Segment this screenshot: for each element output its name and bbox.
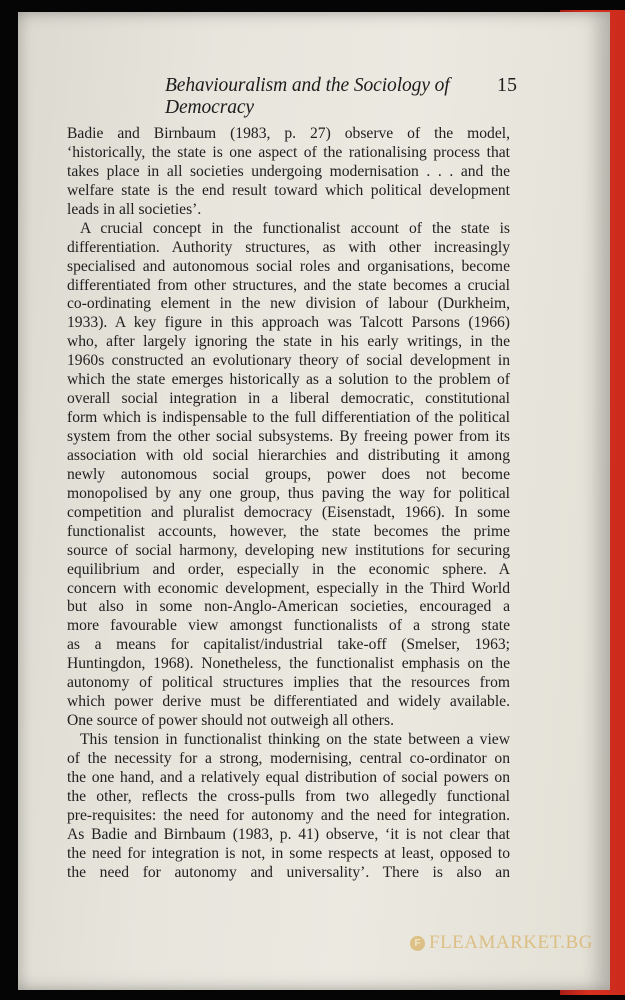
- text-line: which the state emerges historically as a solution to the problem of: [67, 371, 510, 389]
- text-line: 1933). A key figure in this approach was Talcott Parsons (1966): [67, 314, 510, 332]
- text-line: specialised and autonomous social roles and organisations, become: [67, 257, 510, 275]
- text-line: A crucial concept in the functionalist account of the state is: [80, 219, 510, 237]
- text-line: autonomy of political structures implies that the resources from: [67, 674, 510, 692]
- text-line: pre-requisites: the need for autonomy and the need for integration.: [67, 806, 510, 824]
- text-line: takes place in all societies undergoing modernisation . . . and the: [67, 162, 510, 180]
- text-line: system from the other social subsystems. By freeing power from its: [67, 428, 510, 445]
- watermark-text: FLEAMARKET.BG: [429, 932, 593, 953]
- text-line: This tension in functionalist thinking on the state between a view: [80, 731, 510, 748]
- text-line: as a means for capitalist/industrial take-off (Smelser, 1963;: [67, 636, 510, 654]
- text-line: monopolised by any one group, thus paving the way for political: [67, 484, 510, 502]
- running-header: [165, 74, 517, 119]
- text-line: competition and pluralist democracy (Eisenstadt, 1966). In some: [67, 503, 510, 521]
- text-line: Huntingdon, 1968). Nonetheless, the functionalist emphasis on the: [67, 655, 510, 673]
- text-line: association with old social hierarchies and distributing it among: [67, 446, 510, 464]
- text-line: the need for autonomy and universality’. There is also an: [67, 863, 510, 881]
- text-line: form which is indispensable to the full differentiation of the political: [67, 409, 510, 427]
- text-line: differentiated from other structures, and the state becomes a crucial: [67, 276, 510, 294]
- text-line: source of social harmony, developing new institutions for securing: [67, 541, 510, 559]
- watermark-logo-icon: F: [410, 936, 425, 951]
- text-line: Badie and Birnbaum (1983, p. 27) observe of the model,: [67, 125, 510, 142]
- text-line: concern with economic development, especially in the Third World: [67, 579, 510, 597]
- text-line: which power derive must be differentiated and widely available.: [67, 693, 510, 711]
- text-line: newly autonomous social groups, power does not become: [67, 465, 510, 483]
- page-number: 15: [497, 74, 517, 96]
- text-line: the other, reflects the cross-pulls from two allegedly functional: [67, 787, 510, 805]
- text-line: the need for integration is not, in some respects at least, opposed to: [67, 844, 510, 862]
- text-line: 1960s constructed an evolutionary theory of social development in: [67, 352, 510, 370]
- text-line: who, after largely ignoring the state in his early writings, in the: [67, 333, 510, 351]
- body-text: [67, 125, 510, 883]
- text-line: more favourable view amongst functionalists of a strong state: [67, 617, 510, 635]
- text-line: but also in some non-Anglo-American societies, encouraged a: [67, 598, 510, 616]
- text-line: equilibrium and order, especially in the economic sphere. A: [67, 560, 510, 578]
- text-line: of the necessity for a strong, modernising, central co-ordinator on: [67, 749, 510, 767]
- text-line: the one hand, and a relatively equal distribution of social powers on: [67, 768, 510, 786]
- text-line: overall social integration in a liberal democratic, constitutional: [67, 390, 510, 408]
- text-line: leads in all societies’.: [67, 200, 202, 218]
- running-title: Behaviouralism and the Sociology of Democracy: [165, 75, 450, 118]
- text-line: One source of power should not outweigh all others.: [67, 712, 394, 730]
- text-line: ‘historically, the state is one aspect of the rationalising process that: [67, 143, 510, 161]
- text-line: functionalist accounts, however, the state becomes the prime: [67, 522, 510, 540]
- text-line: welfare state is the end result toward which political development: [67, 181, 510, 199]
- text-line: differentiation. Authority structures, as with other increasingly: [67, 238, 510, 256]
- text-line: co-ordinating element in the new division of labour (Durkheim,: [67, 295, 510, 313]
- watermark: [410, 932, 593, 954]
- text-line: As Badie and Birnbaum (1983, p. 41) observe, ‘it is not clear that: [67, 825, 510, 843]
